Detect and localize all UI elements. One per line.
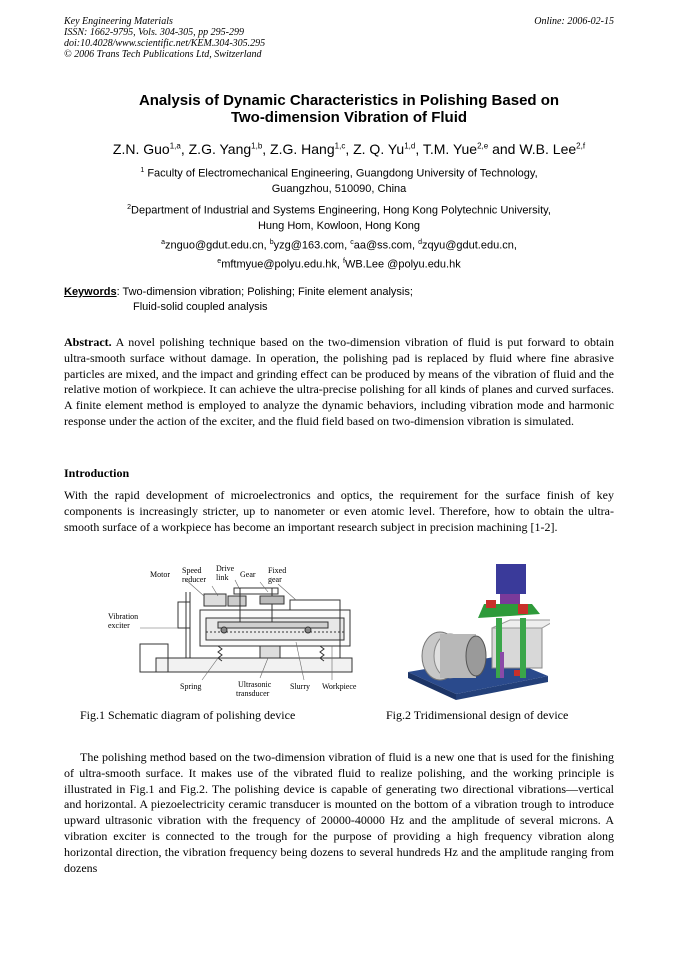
author-name: W.B. Lee: [519, 141, 577, 157]
author-name: T.M. Yue: [422, 141, 478, 157]
label-link: link: [216, 573, 229, 582]
email-d: zqyu@gdut.edu.cn,: [421, 239, 517, 252]
abstract-text: A novel polishing technique based on the two-dimension vibration of fluid is put forward to obtain ultra-smooth surface without damage. In operation, the polishing pad is replaced by fluid where fine abrasive particles are mixed, and the impact and grinding effect can be produced by means of the vibration of fluid and the relative motion of workpiece. It can achieve the ultra-precise polishing for all kinds of planes and curved surfaces. A finite element method is employed to analyze the dynamic behaviors, including vibration mode and harmonic response under the action of the exciter, and the fluid field based on two-dimension vibration is simulated.: [64, 335, 615, 428]
author-name: Z.G. Yang: [188, 141, 252, 157]
author-affiliation-marker: 2,f: [576, 141, 586, 151]
introduction-heading: Introduction: [64, 466, 130, 480]
keywords-line-2: Fluid-solid coupled analysis: [133, 301, 268, 313]
label-workpiece: Workpiece: [322, 682, 357, 691]
abstract: [64, 335, 614, 430]
figure-2-caption: Fig.2 Tridimensional design of device: [386, 708, 569, 722]
affiliation-2-number: 2: [127, 204, 132, 211]
email-b: yzg@163.com,: [273, 239, 351, 252]
author-name: Z.N. Guo: [112, 141, 170, 157]
figure-1-caption: Fig.1 Schematic diagram of polishing device: [80, 708, 296, 722]
journal-header: [64, 16, 265, 60]
author-name: Z. Q. Yu: [353, 141, 405, 157]
label-reducer: reducer: [182, 575, 206, 584]
label-transducer: transducer: [236, 689, 270, 698]
email-e: mftmyue@polyu.edu.hk,: [221, 258, 344, 271]
email-a: znguo@gdut.edu.cn,: [164, 239, 270, 252]
email-c: aa@ss.com,: [353, 239, 419, 252]
label-motor: Motor: [150, 570, 170, 579]
affiliation-2: [60, 200, 618, 234]
title-line-1: Analysis of Dynamic Characteristics in Polishing Based on: [138, 92, 560, 109]
label-ultrasonic: Ultrasonic: [238, 680, 272, 689]
affiliation-1-number: 1: [140, 167, 145, 174]
author-name: Z.G. Hang: [270, 141, 335, 157]
label-drive: Drive: [216, 564, 235, 573]
issn-line: ISSN: 1662-9795, Vols. 304-305, pp 295-299: [64, 27, 244, 38]
author-affiliation-marker: 1,d: [404, 141, 416, 151]
keywords-line-1: Two-dimension vibration; Polishing; Finite element analysis;: [122, 286, 413, 298]
figure-2-3d-design: [400, 560, 550, 702]
author-affiliation-marker: 1,b: [251, 141, 263, 151]
figure-1-schematic: [100, 562, 380, 702]
affiliation-1-line-1: Faculty of Electromechanical Engineering, Guangdong University of Technology,: [147, 167, 538, 180]
label-spring: Spring: [180, 682, 202, 691]
email-f: WB.Lee @polyu.edu.hk: [344, 258, 461, 271]
online-date: Online: 2006-02-15: [534, 16, 614, 27]
abstract-label: Abstract.: [64, 335, 112, 349]
journal-name: Key Engineering Materials: [64, 16, 173, 27]
author-affiliation-marker: 2,e: [477, 141, 489, 151]
affiliation-2-line-2: Hung Hom, Kowloon, Hong Kong: [257, 219, 421, 232]
body-paragraph: The polishing method based on the two-dimension vibration of fluid is a new one that is used for the finishing of ultra-smooth surface. It makes use of the vibrated fluid to realize polishing, and the working principle is illustrated in Fig.1 and Fig.2. The polishing device is capable of generating two directional vibrations—vertical and horizontal. A piezoelectricity ceramic transducer is mounted on the bottom of a vibration trough to introduce upward ultrasonic vibration with the frequency of 20000-40000 Hz and the amplitude of several microns. A vibration exciter is connected to the trough for the purpose of providing a high frequency vibration along horizontal direction, the vibration frequency being dozens to several hundreds Hz and the amplitude ranging from dozens: [64, 750, 614, 875]
title-line-2: Two-dimension Vibration of Fluid: [230, 109, 468, 126]
affiliation-1-line-2: Guangzhou, 510090, China: [271, 182, 407, 195]
keywords-label: Keywords: [64, 286, 117, 298]
paper-title: [60, 92, 638, 126]
figure-2-drawing: [400, 560, 550, 702]
label-exciter: exciter: [108, 621, 130, 630]
doi-line: doi:10.4028/www.scientific.net/KEM.304-305.295: [64, 38, 266, 49]
introduction-text: With the rapid development of microelectronics and optics, the requirement for the surface finish of key components is increasingly stricter, up to nanometer or even atomic level. Therefore, how to obtain the ultra-smooth surface of a workpiece has become an important research subject in precision machining [1-2].: [64, 488, 614, 534]
author-affiliation-marker: 1,a: [169, 141, 181, 151]
label-gear: Gear: [240, 570, 256, 579]
copyright-line: © 2006 Trans Tech Publications Ltd, Switzerland: [64, 49, 262, 60]
label-speed: Speed: [182, 566, 202, 575]
affiliation-1: [60, 163, 618, 197]
author-affiliation-marker: 1,c: [334, 141, 346, 151]
keywords: Keywords: Two-dimension vibration; Polishing; Finite element analysis; Fluid-solid coupled analysis: [64, 285, 624, 315]
label-fixed-gear: gear: [268, 575, 282, 584]
affiliation-2-line-1: Department of Industrial and Systems Engineering, Hong Kong Polytechnic University,: [131, 204, 551, 217]
label-vibration: Vibration: [108, 612, 139, 621]
label-slurry: Slurry: [290, 682, 310, 691]
author-list: Z.N. Guo$^{1,a}$, Z.G. Yang$^{1,b}$, Z.G. Hang$^{1,c}$, Z. Q. Yu$^{1,d}$, T.M. Yue$^{2,e}$ and W.B. Lee$^{2,f}$: [112, 141, 586, 157]
email-list: $^a$znguo@gdut.edu.cn, $^b$yzg@163.com, $^c$aa@ss.com, $^d$zqyu@gdut.edu.cn, $^e$mftmyue@polyu.edu.hk, $^f$WB.Lee @polyu.edu.hk: [161, 239, 517, 271]
label-fixed: Fixed: [268, 566, 287, 575]
